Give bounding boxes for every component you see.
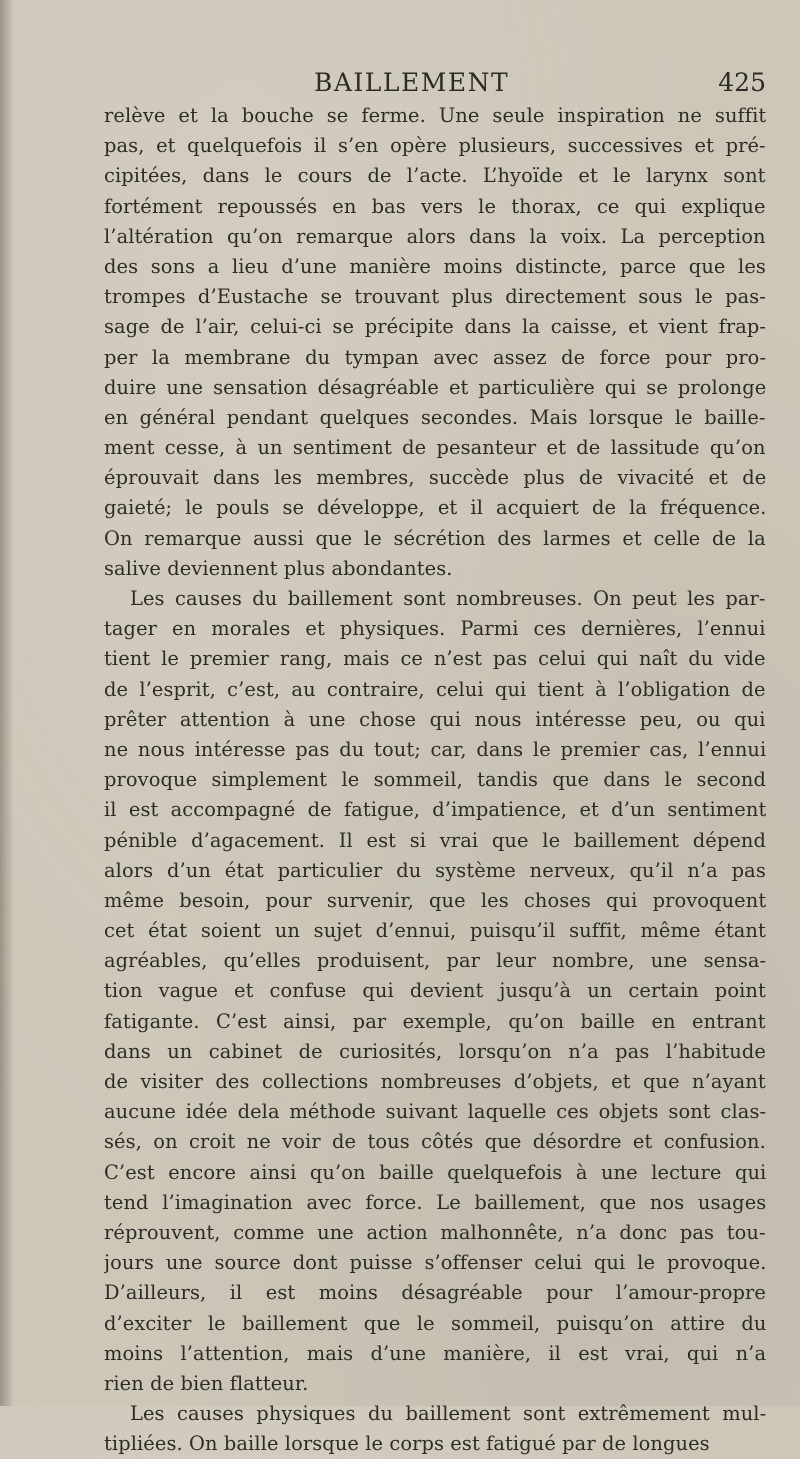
text-line: ment cesse, à un sentiment de pesanteur et de lassitude qu’on [104, 436, 766, 460]
text-line: rien de bien flatteur. [104, 1371, 309, 1395]
text-line: d’exciter le baillement que le sommeil, puisqu’on attire du [104, 1311, 766, 1335]
text-line: réprouvent, comme une action malhonnête, n’a donc pas tou- [104, 1220, 766, 1244]
text-line: pénible d’agacement. Il est si vrai que le baillement dépend [104, 828, 766, 852]
text-line: alors d’un état particulier du système nerveux, qu’il n’a pas [104, 858, 766, 882]
text-line: il est accompagné de fatigue, d’impatience, et d’un sentiment [104, 798, 766, 822]
running-title: BAILLEMENT [314, 68, 510, 97]
text-line: agréables, qu’elles produisent, par leur nombre, une sensa- [104, 949, 766, 973]
body-text [104, 101, 766, 1459]
text-line: relève et la bouche se ferme. Une seule inspiration ne suffit [104, 104, 766, 127]
text-line: en général pendant quelques secondes. Mais lorsque le baille- [104, 405, 766, 429]
text-line: même besoin, pour survenir, que les choses qui provoquent [104, 888, 766, 912]
page-header [104, 68, 766, 102]
text-line: sés, on croit ne voir de tous côtés que désordre et confusion. [104, 1130, 766, 1154]
text-line: tipliées. On baille lorsque le corps est fatigué par de longues [104, 1432, 710, 1456]
text-line: tager en morales et physiques. Parmi ces dernières, l’ennui [104, 617, 766, 641]
text-line: On remarque aussi que le sécrétion des larmes et celle de la [104, 526, 766, 550]
text-line: moins l’attention, mais d’une manière, il est vrai, qui n’a [104, 1341, 766, 1365]
text-line: tient le premier rang, mais ce n’est pas celui qui naît du vide [104, 647, 766, 671]
text-line: cipitées, dans le cours de l’acte. L’hyoïde et le larynx sont [104, 164, 766, 188]
text-line: sage de l’air, celui-ci se précipite dans la caisse, et vient frap- [104, 315, 766, 339]
text-line: fortément repoussés en bas vers le thorax, ce qui explique [104, 194, 766, 218]
text-line: des sons a lieu d’une manière moins distincte, parce que les [104, 254, 766, 278]
text-line: fatigante. C’est ainsi, par exemple, qu’on baille en entrant [104, 1009, 766, 1033]
text-line: salive deviennent plus abondantes. [104, 556, 453, 580]
text-line: provoque simplement le sommeil, tandis que dans le second [104, 768, 766, 792]
text-line: per la membrane du tympan avec assez de force pour pro- [104, 345, 766, 369]
text-line: dans un cabinet de curiosités, lorsqu’on n’a pas l’habitude [104, 1039, 766, 1063]
text-line: de visiter des collections nombreuses d’objets, et que n’ayant [104, 1070, 766, 1093]
text-line: Les causes du baillement sont nombreuses. On peut les par- [130, 587, 766, 610]
text-line: ne nous intéresse pas du tout; car, dans le premier cas, l’ennui [104, 737, 766, 761]
text-line: jours une source dont puisse s’offenser celui qui le provoque. [104, 1251, 766, 1275]
text-line: éprouvait dans les membres, succède plus de vivacité et de [104, 466, 766, 490]
text-line: tion vague et confuse qui devient jusqu’à un certain point [104, 979, 766, 1003]
page-number: 425 [718, 68, 766, 97]
text-line: C’est encore ainsi qu’on baille quelquefois à une lecture qui [104, 1160, 766, 1184]
text-line: de l’esprit, c’est, au contraire, celui qui tient à l’obligation de [104, 677, 766, 701]
text-line: Les causes physiques du baillement sont extrêmement mul- [130, 1402, 766, 1426]
text-line: gaieté; le pouls se développe, et il acquiert de la fréquence. [104, 496, 766, 520]
text-line: cet état soient un sujet d’ennui, puisqu’il suffit, même étant [104, 919, 766, 943]
text-line: aucune idée dela méthode suivant laquelle ces objets sont clas- [104, 1100, 766, 1124]
text-line: l’altération qu’on remarque alors dans la voix. La perception [104, 224, 766, 248]
binding-shadow [0, 0, 14, 1406]
text-line: duire une sensation désagréable et particulière qui se prolonge [104, 375, 766, 399]
text-line: prêter attention à une chose qui nous intéresse peu, ou qui [104, 707, 766, 731]
text-line: pas, et quelquefois il s’en opère plusieurs, successives et pré- [104, 134, 766, 158]
text-line: tend l’imagination avec force. Le baillement, que nos usages [104, 1190, 766, 1214]
text-line: D’ailleurs, il est moins désagréable pour l’amour-propre [104, 1281, 766, 1305]
text-line: trompes d’Eustache se trouvant plus directement sous le pas- [104, 285, 766, 309]
